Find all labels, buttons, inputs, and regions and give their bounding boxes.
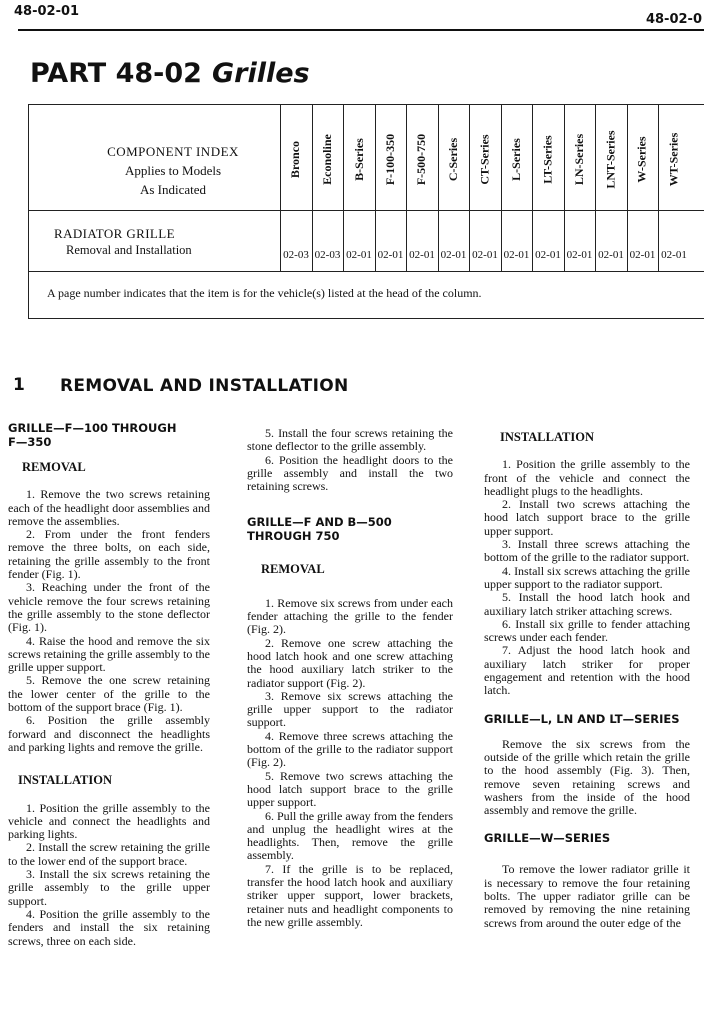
row-subtitle: Removal and Installation — [66, 243, 192, 257]
subsection-heading: GRILLE—F AND B—500 — [247, 515, 392, 530]
row-title: RADIATOR GRILLE — [54, 226, 175, 241]
paragraph: Remove the six screws from the outside of the grille which retain the grille to the hood assembly (Fig. 3). Then, remove seven retaining screws and washers from the inside of the hood assembly and remove the grille. — [484, 736, 690, 818]
paragraph: 6. Install six grille to fender attaching screws under each fender. — [484, 616, 690, 645]
part-name: Grilles — [211, 58, 310, 89]
model-header-label: F-100-350 — [383, 133, 398, 185]
paragraph: 4. Remove three screws attaching the bottom of the grille to the radiator support (Fig. 2). — [247, 728, 453, 770]
paragraph: 5. Remove two screws attaching the hood latch support brace to the grille upper support. — [247, 768, 453, 810]
model-header — [438, 109, 469, 209]
paragraph: 4. Position the grille assembly to the fenders and install the six retaining screws, three on each side. — [8, 906, 210, 948]
model-header-label: LNT-Series — [603, 129, 618, 189]
model-header — [627, 109, 658, 209]
paragraph: 1. Position the grille assembly to the front of the vehicle and connect the headlight plugs to the headlights. — [484, 457, 690, 498]
model-header-label: Econoline — [320, 133, 335, 185]
table-divider — [28, 271, 704, 272]
paragraph: 4. Install six screws attaching the grille upper support to the radiator support. — [484, 563, 690, 591]
paragraph: To remove the lower radiator grille it is necessary to remove the four retaining bolts. The upper radiator grille can be removed by removing the nine retaining screws from around the outer edge of the — [484, 862, 690, 930]
model-header — [407, 109, 438, 209]
page-reference-cell: 02-01 — [598, 249, 624, 261]
index-note: A page number indicates that the item is for the vehicle(s) listed at the head of the column. — [47, 286, 482, 300]
procedure-heading: REMOVAL — [261, 562, 325, 577]
subsection-heading: GRILLE—L, LN AND LT—SERIES — [484, 711, 680, 726]
page-reference-cell: 02-01 — [409, 249, 435, 261]
page-reference-cell: 02-01 — [377, 249, 404, 261]
page-reference-cell: 02-01 — [629, 249, 656, 261]
model-header-label: Bronco — [288, 140, 303, 178]
paragraph: 6. Position the headlight doors to the grille assembly and install the two retaining screws. — [247, 452, 453, 494]
section-title: REMOVAL AND INSTALLATION — [60, 376, 349, 396]
page-reference-cell: 02-01 — [472, 249, 498, 261]
page-title — [30, 58, 310, 89]
page-reference-cell: 02-01 — [346, 249, 372, 261]
model-header — [533, 109, 564, 209]
text-column-3 — [484, 431, 690, 930]
paragraph: 5. Install the four screws retaining the stone deflector to the grille assembly. — [247, 426, 453, 454]
model-header-label: WT-Series — [666, 132, 681, 186]
model-header-label: F-500-750 — [414, 133, 429, 185]
paragraph: 6. Position the grille assembly forward and disconnect the headlights and parking lights and remove the grille. — [8, 713, 210, 754]
paragraph: 2. Remove one screw attaching the hood latch hook and one screw attaching the hood auxiliary latch striker to the radiator support (Fig. 2). — [247, 635, 453, 690]
paragraph: 3. Install the six screws retaining the grille assembly to the grille upper support. — [8, 867, 210, 908]
procedure-heading: INSTALLATION — [18, 773, 113, 788]
page-reference-cell: 02-01 — [503, 249, 530, 261]
paragraph: 2. From under the front fenders remove the three bolts, on each side, retaining the grille assembly to the front fender (Fig. 1). — [8, 527, 210, 582]
model-header — [375, 109, 406, 209]
model-header-label: LT-Series — [540, 134, 555, 184]
paragraph: 4. Raise the hood and remove the six screws retaining the grille assembly to the grille upper support. — [8, 633, 210, 675]
page-number-left: 48-02-01 — [14, 4, 80, 19]
page-reference-cell: 02-01 — [535, 249, 561, 261]
paragraph: 2. Install two screws attaching the hood latch support brace to the grille upper support. — [484, 497, 690, 538]
model-header-label: W-Series — [635, 135, 649, 183]
paragraph: 6. Pull the grille away from the fenders and unplug the headlight wires at the headlights. Then, remove the grille assembly. — [247, 808, 453, 863]
paragraph: 5. Remove the one screw retaining the lower center of the grille to the bottom of the support brace (Fig. 1). — [8, 673, 210, 715]
model-header-label: LN-Series — [572, 133, 587, 185]
subsection-heading-cont: F—350 — [8, 435, 52, 449]
model-header — [596, 109, 627, 209]
model-header — [344, 109, 375, 209]
part-number: PART 48-02 — [30, 58, 202, 89]
subsection-heading: GRILLE—W—SERIES — [484, 831, 611, 846]
paragraph: 3. Reaching under the front of the vehicle remove the four screws retaining the grille assembly to the stone deflector (Fig. 1). — [8, 580, 210, 635]
page-reference-cell: 02-01 — [661, 249, 687, 261]
component-index-line2: Applies to Models — [124, 163, 222, 178]
model-header — [281, 109, 312, 209]
component-index-title: COMPONENT INDEX — [107, 144, 239, 159]
paragraph: 3. Remove six screws attaching the grille upper support to the radiator support. — [247, 688, 453, 730]
section-number: 1 — [13, 375, 25, 395]
procedure-heading: INSTALLATION — [500, 430, 595, 444]
paragraph: 7. Adjust the hood latch hook and auxiliary latch striker for proper engagement and retention with the hood latch. — [484, 643, 690, 698]
page-number-right: 48-02-0 — [645, 12, 702, 27]
text-column-2 — [247, 427, 453, 929]
model-header-label: C-Series — [446, 137, 461, 181]
model-header — [659, 109, 690, 209]
paragraph: 5. Install the hood latch hook and auxiliary latch striker attaching screws. — [484, 590, 690, 618]
paragraph: 3. Install three screws attaching the bottom of the grille to the radiator support. — [484, 537, 690, 565]
model-header-label: B-Series — [351, 137, 366, 181]
model-header — [501, 109, 532, 209]
page-reference-cell: 02-01 — [440, 249, 467, 261]
model-header-label: CT-Series — [477, 133, 492, 185]
component-index-line3: As Indicated — [139, 182, 207, 197]
subsection-heading: GRILLE—F—100 THROUGH — [8, 421, 177, 435]
procedure-heading: REMOVAL — [22, 460, 86, 474]
paragraph: 7. If the grille is to be replaced, transfer the hood latch hook and auxiliary striker upper support, lower brackets, retainer nuts and headlight components to the new grille assembly. — [247, 861, 453, 929]
paragraph: 2. Install the screw retaining the grille to the lower end of the support brace. — [8, 840, 210, 868]
component-index-heading — [88, 142, 258, 199]
page-reference-cell: 02-03 — [283, 249, 309, 261]
header-rule — [18, 29, 704, 31]
paragraph: 1. Position the grille assembly to the vehicle and connect the headlights and parking lights. — [8, 800, 210, 842]
model-header — [564, 109, 595, 209]
paragraph: 1. Remove the two screws retaining each of the headlight door assemblies and remove the assemblies. — [8, 487, 210, 528]
model-header — [312, 109, 343, 209]
model-header — [470, 109, 501, 209]
paragraph: 1. Remove six screws from under each fender attaching the grille to the fender (Fig. 2). — [247, 595, 453, 637]
model-header-label: L-Series — [509, 137, 523, 181]
subsection-heading-cont: THROUGH 750 — [247, 529, 340, 544]
page-reference-cell: 02-03 — [314, 249, 341, 261]
table-divider — [28, 210, 704, 211]
page-reference-cell: 02-01 — [566, 249, 593, 261]
text-column-1 — [8, 421, 210, 948]
